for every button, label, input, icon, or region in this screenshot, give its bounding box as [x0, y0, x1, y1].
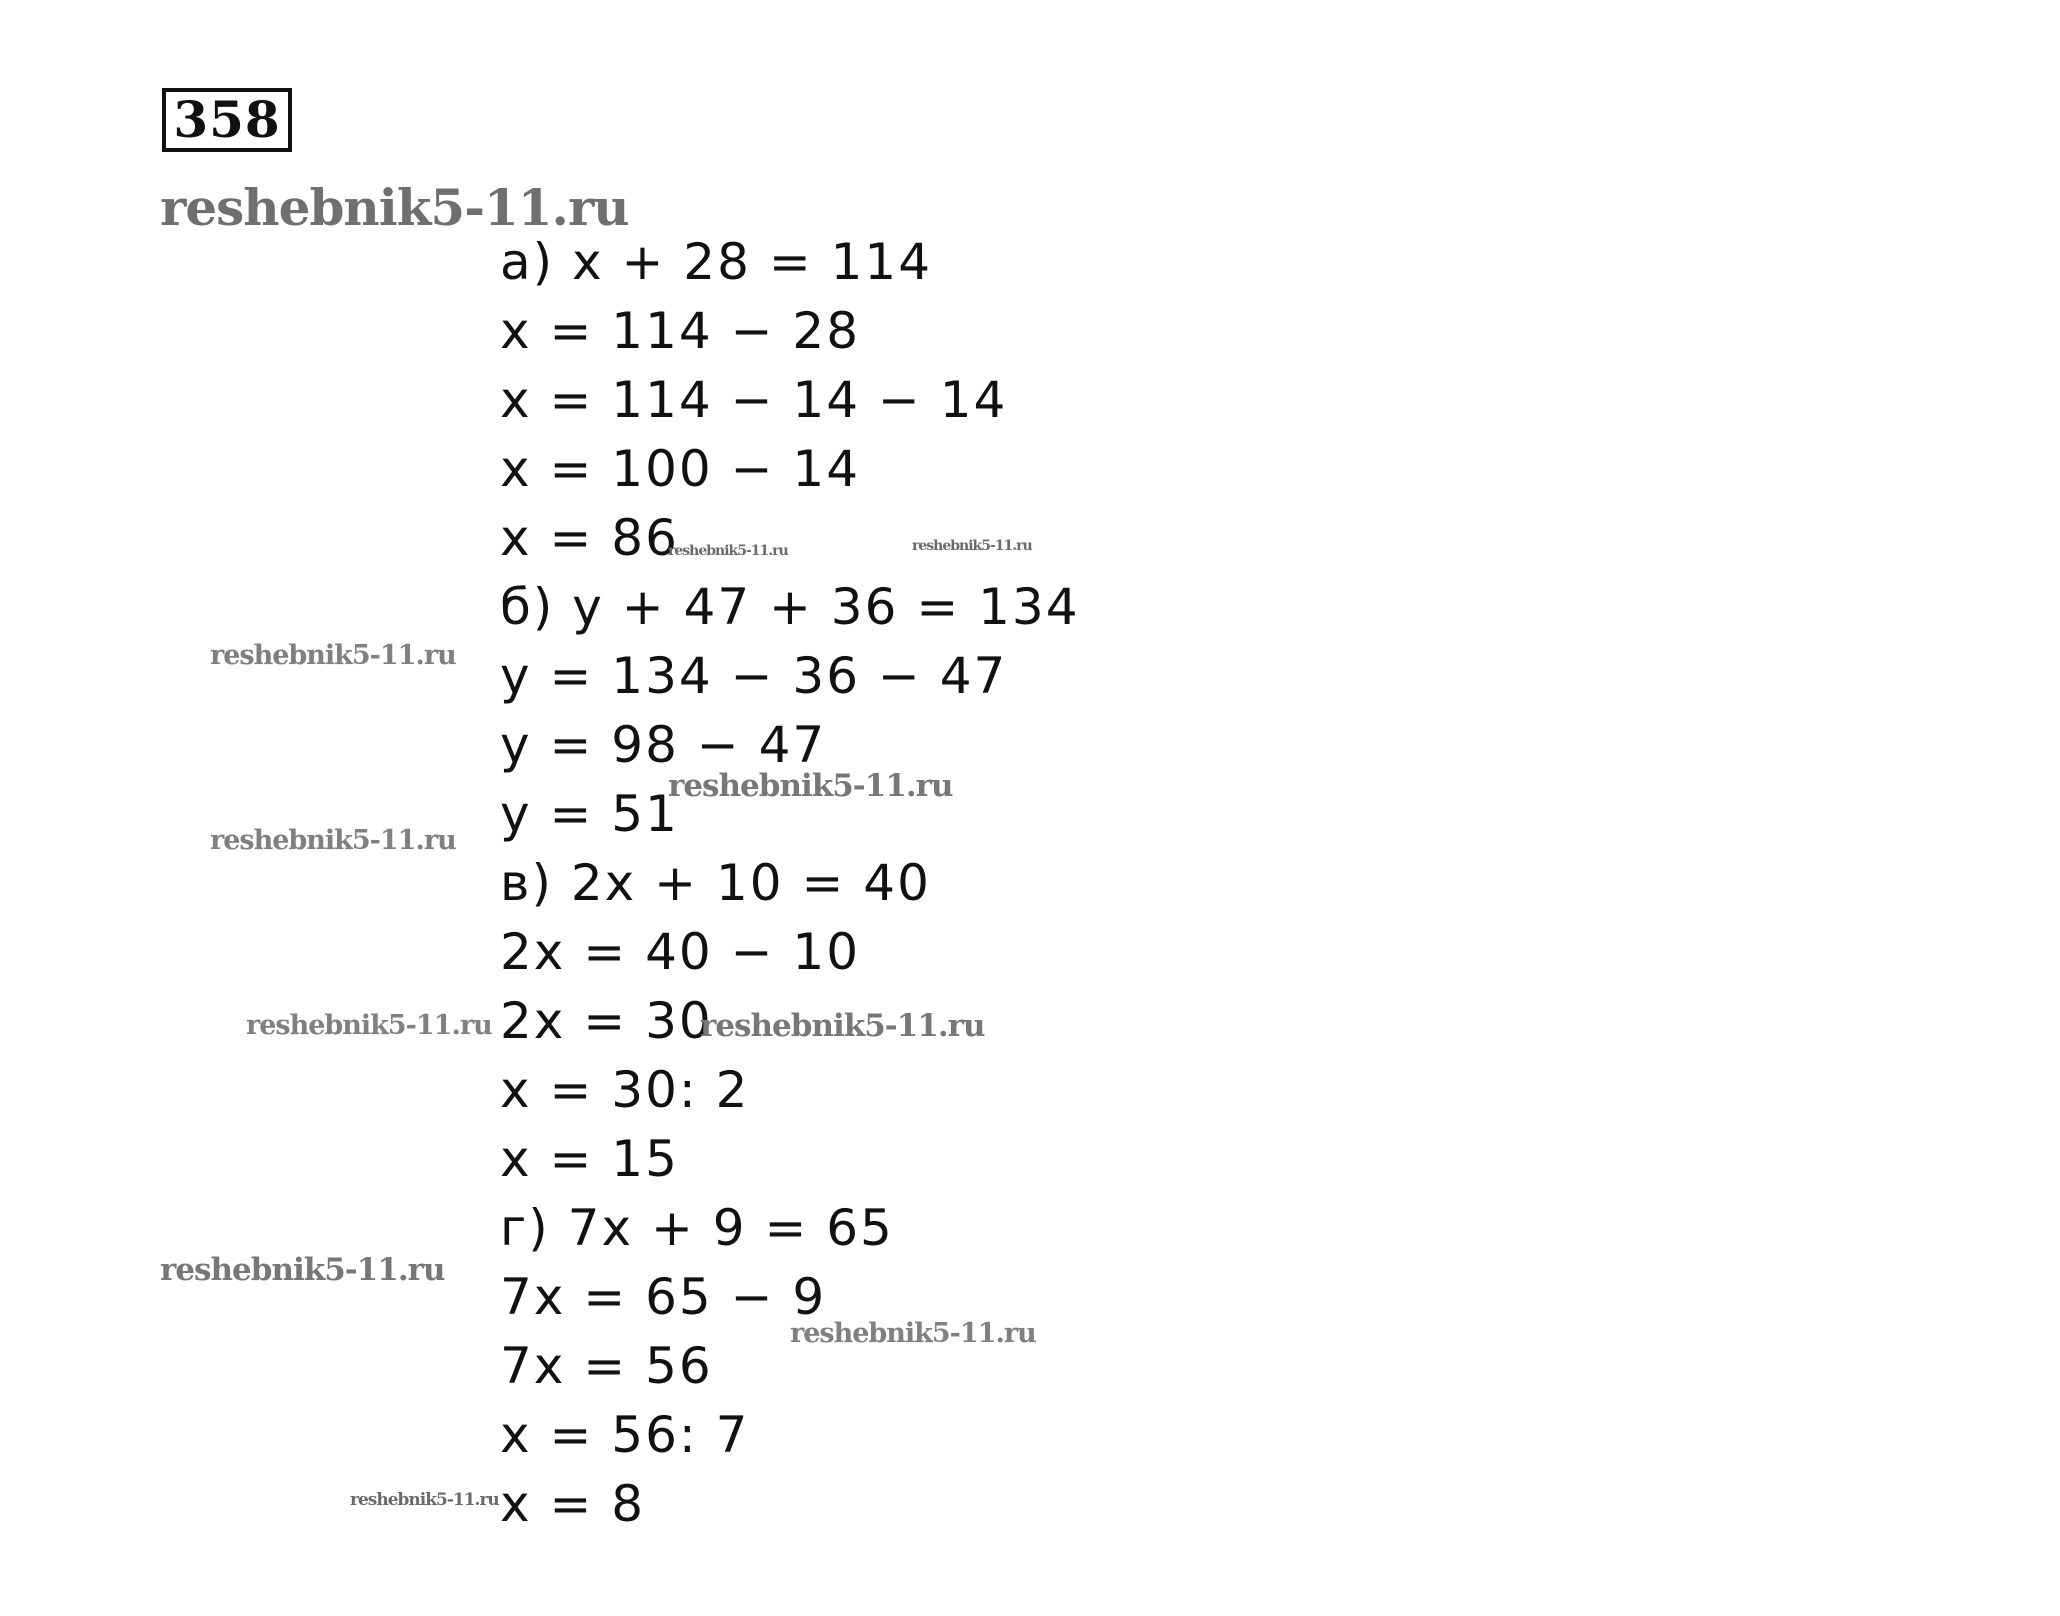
- solution-line-g-3: 7x = 56: [500, 1337, 713, 1395]
- solution-line-v-2: 2x = 40 − 10: [500, 923, 861, 981]
- solution-line-a-1: а) x + 28 = 114: [500, 233, 933, 291]
- solution-line-v-3: 2x = 30: [500, 992, 713, 1050]
- solution-line-v-4: x = 30: 2: [500, 1061, 750, 1119]
- watermark-right-86: reshebnik5-11.ru: [912, 538, 1032, 554]
- solution-line-a-4: x = 100 − 14: [500, 440, 861, 498]
- watermark-left-b2: reshebnik5-11.ru: [210, 825, 456, 856]
- solution-line-b-4: y = 51: [500, 785, 679, 843]
- watermark-left-g: reshebnik5-11.ru: [160, 1252, 445, 1288]
- solution-line-b-3: y = 98 − 47: [500, 716, 827, 774]
- solution-line-a-2: x = 114 − 28: [500, 302, 861, 360]
- watermark-left-b: reshebnik5-11.ru: [210, 640, 456, 671]
- watermark-right-g: reshebnik5-11.ru: [790, 1318, 1036, 1349]
- watermark-left-v: reshebnik5-11.ru: [246, 1010, 492, 1041]
- solution-line-g-4: x = 56: 7: [500, 1406, 750, 1464]
- watermark-top: reshebnik5-11.ru: [160, 178, 629, 237]
- solution-line-a-3: x = 114 − 14 − 14: [500, 371, 1008, 429]
- solution-line-g-1: г) 7x + 9 = 65: [500, 1199, 894, 1257]
- solution-line-b-1: б) y + 47 + 36 = 134: [500, 578, 1080, 636]
- watermark-bottom: reshebnik5-11.ru: [350, 1490, 499, 1510]
- problem-number-box: 358: [162, 88, 292, 152]
- watermark-middle-b: reshebnik5-11.ru: [668, 768, 953, 804]
- solution-line-g-5: x = 8: [500, 1475, 646, 1533]
- watermark-after-30: reshebnik5-11.ru: [700, 1008, 985, 1044]
- solution-line-a-5: x = 86: [500, 509, 679, 567]
- solution-line-b-2: y = 134 − 36 − 47: [500, 647, 1008, 705]
- solution-line-v-1: в) 2x + 10 = 40: [500, 854, 931, 912]
- watermark-near-86: reshebnik5-11.ru: [668, 543, 788, 559]
- solution-line-g-2: 7x = 65 − 9: [500, 1268, 827, 1326]
- solution-line-v-5: x = 15: [500, 1130, 679, 1188]
